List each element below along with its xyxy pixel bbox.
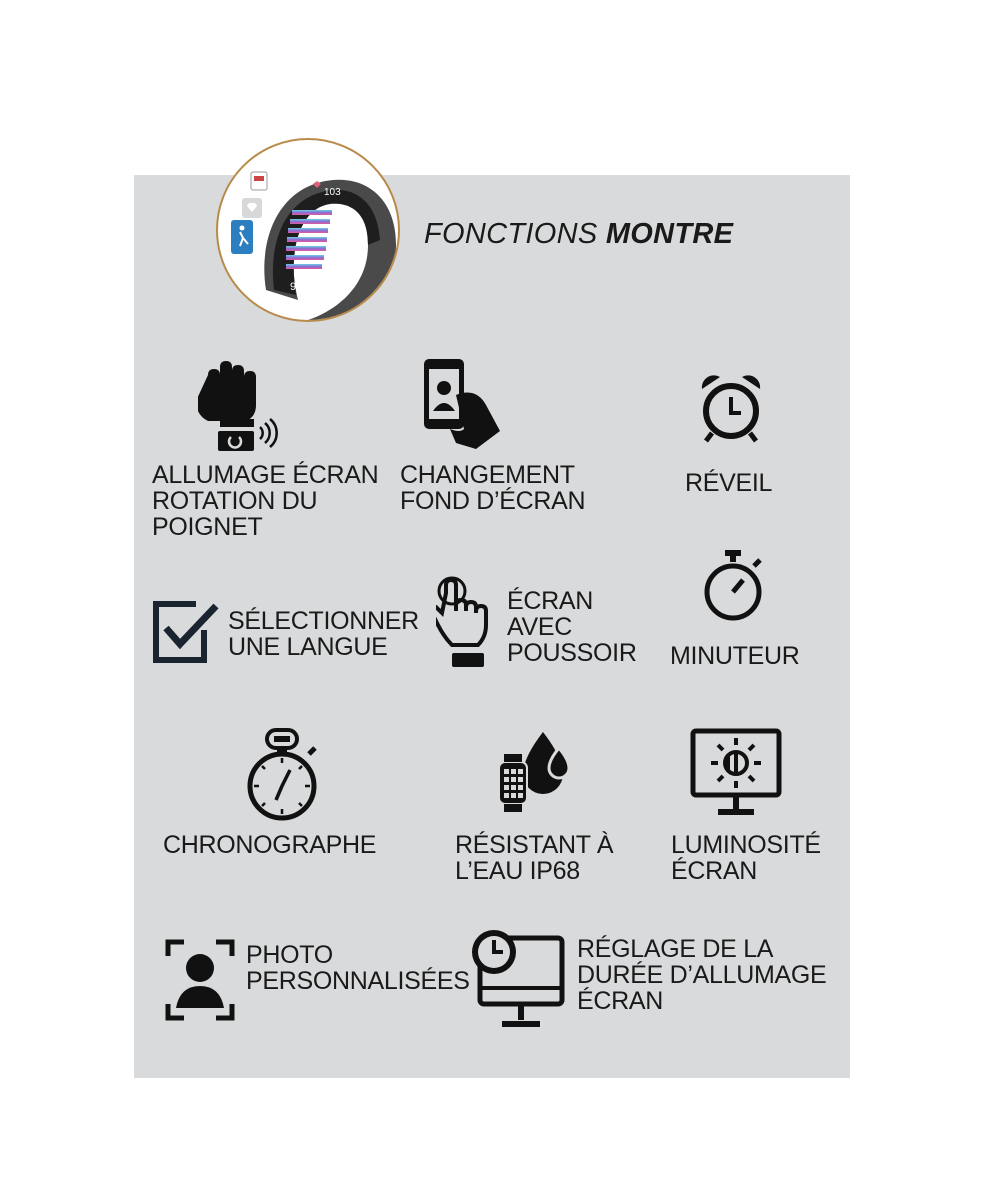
feature-label-wallpaper: CHANGEMENT FOND D’ÉCRAN [400,461,586,515]
clock-monitor-icon [466,926,566,1030]
feature-label-chrono: CHRONOGRAPHE [163,831,377,859]
brightness-monitor-icon [690,728,782,820]
title-prefix: FONCTIONS [424,218,598,250]
water-drops-icon [495,728,575,820]
page-title [424,218,733,251]
checkbox-icon [152,600,222,666]
feature-label-brightness: LUMINOSITÉ ÉCRAN [671,831,821,885]
smart-bracelet-image [218,140,398,320]
badge-heart-rate: 103 [324,187,341,198]
feature-label-timer: MINUTEUR [670,642,800,670]
feature-label-language: SÉLECTIONNER UNE LANGUE [228,607,419,661]
touch-finger-icon [436,573,496,669]
phone-hand-icon [420,355,506,455]
wrist-hand-icon [198,355,278,455]
feature-label-water: RÉSISTANT À L’EAU IP68 [455,831,614,885]
stopwatch-icon [245,728,319,822]
title-bold: MONTRE [605,218,734,250]
face-frame-icon [164,938,236,1022]
alarm-clock-icon [698,373,764,443]
feature-label-wrist-wake: ALLUMAGE ÉCRAN ROTATION DU POIGNET [152,461,379,541]
timer-icon [700,548,766,624]
feature-label-photo: PHOTO PERSONNALISÉES [246,941,470,995]
badge-steps: 9020 [290,281,315,293]
feature-label-alarm: RÉVEIL [685,469,773,497]
feature-label-screen-time: RÉGLAGE DE LA DURÉE D’ALLUMAGE ÉCRAN [577,935,827,1015]
feature-label-touch: ÉCRAN AVEC POUSSOIR [507,587,637,667]
product-badge [216,138,400,322]
